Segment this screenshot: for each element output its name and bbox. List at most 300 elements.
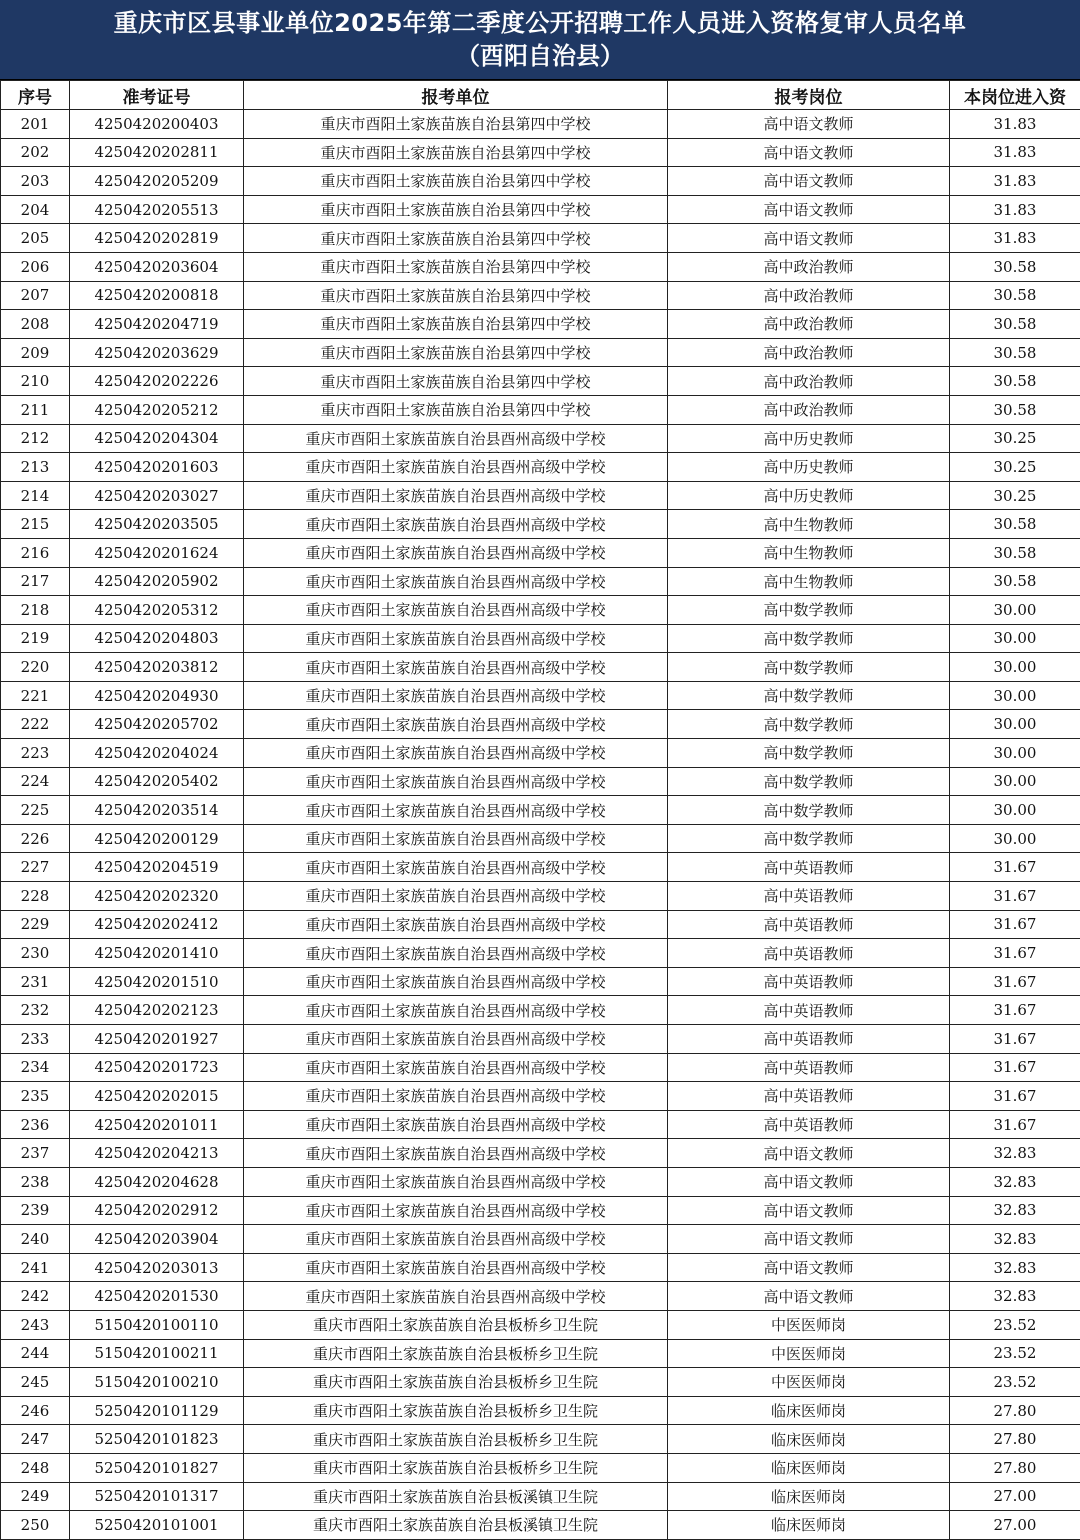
cell-exam-id: 4250420202819 — [70, 224, 244, 253]
cell-exam-id: 5250420101129 — [70, 1396, 244, 1425]
cell-index: 208 — [1, 310, 70, 339]
cell-unit: 重庆市酉阳土家族苗族自治县酉州高级中学校 — [244, 510, 668, 539]
cell-exam-id: 4250420202123 — [70, 996, 244, 1025]
table-row — [1, 996, 1080, 1025]
table-row — [1, 767, 1080, 796]
cell-exam-id: 4250420202811 — [70, 138, 244, 167]
table-row — [1, 624, 1080, 653]
cell-index: 216 — [1, 538, 70, 567]
cell-unit: 重庆市酉阳土家族苗族自治县酉州高级中学校 — [244, 824, 668, 853]
cell-unit: 重庆市酉阳土家族苗族自治县酉州高级中学校 — [244, 967, 668, 996]
cell-score: 31.67 — [950, 996, 1080, 1025]
cell-score: 27.80 — [950, 1396, 1080, 1425]
cell-index: 221 — [1, 681, 70, 710]
page-title: 重庆市区县事业单位2025年第二季度公开招聘工作人员进入资格复审人员名单 — [113, 8, 967, 37]
cell-index: 219 — [1, 624, 70, 653]
cell-exam-id: 4250420204024 — [70, 739, 244, 768]
cell-unit: 重庆市酉阳土家族苗族自治县板溪镇卫生院 — [244, 1511, 668, 1540]
cell-score: 30.00 — [950, 739, 1080, 768]
cell-position: 高中政治教师 — [668, 338, 950, 367]
cell-position: 高中英语教师 — [668, 1082, 950, 1111]
cell-unit: 重庆市酉阳土家族苗族自治县板桥乡卫生院 — [244, 1368, 668, 1397]
page-subtitle: （酉阳自治县） — [456, 41, 624, 70]
table-row — [1, 681, 1080, 710]
cell-unit: 重庆市酉阳土家族苗族自治县酉州高级中学校 — [244, 567, 668, 596]
cell-score: 32.83 — [950, 1282, 1080, 1311]
cell-position: 高中语文教师 — [668, 1282, 950, 1311]
table-row — [1, 138, 1080, 167]
cell-unit: 重庆市酉阳土家族苗族自治县酉州高级中学校 — [244, 767, 668, 796]
cell-index: 209 — [1, 338, 70, 367]
table-row — [1, 1025, 1080, 1054]
cell-index: 246 — [1, 1396, 70, 1425]
table-row — [1, 824, 1080, 853]
cell-exam-id: 5250420101823 — [70, 1425, 244, 1454]
cell-unit: 重庆市酉阳土家族苗族自治县板桥乡卫生院 — [244, 1339, 668, 1368]
cell-position: 高中生物教师 — [668, 510, 950, 539]
table-row — [1, 853, 1080, 882]
cell-unit: 重庆市酉阳土家族苗族自治县酉州高级中学校 — [244, 1053, 668, 1082]
table-row — [1, 1196, 1080, 1225]
cell-score: 27.00 — [950, 1511, 1080, 1540]
cell-score: 31.83 — [950, 224, 1080, 253]
cell-index: 249 — [1, 1482, 70, 1511]
cell-unit: 重庆市酉阳土家族苗族自治县板桥乡卫生院 — [244, 1310, 668, 1339]
table-row — [1, 1453, 1080, 1482]
cell-unit: 重庆市酉阳土家族苗族自治县酉州高级中学校 — [244, 710, 668, 739]
table-row — [1, 453, 1080, 482]
cell-score: 31.67 — [950, 853, 1080, 882]
table-row — [1, 1339, 1080, 1368]
table-row — [1, 796, 1080, 825]
cell-score: 30.58 — [950, 395, 1080, 424]
cell-exam-id: 4250420200129 — [70, 824, 244, 853]
cell-position: 高中数学教师 — [668, 653, 950, 682]
cell-position: 高中数学教师 — [668, 710, 950, 739]
column-header-exam-id: 准考证号 — [70, 81, 244, 110]
cell-index: 234 — [1, 1053, 70, 1082]
table-row — [1, 195, 1080, 224]
cell-exam-id: 4250420203514 — [70, 796, 244, 825]
table-row — [1, 367, 1080, 396]
cell-position: 高中生物教师 — [668, 538, 950, 567]
cell-unit: 重庆市酉阳土家族苗族自治县酉州高级中学校 — [244, 481, 668, 510]
cell-exam-id: 4250420201927 — [70, 1025, 244, 1054]
cell-index: 248 — [1, 1453, 70, 1482]
cell-score: 23.52 — [950, 1368, 1080, 1397]
cell-score: 27.80 — [950, 1453, 1080, 1482]
cell-exam-id: 4250420205402 — [70, 767, 244, 796]
cell-position: 高中英语教师 — [668, 996, 950, 1025]
cell-exam-id: 4250420205312 — [70, 596, 244, 625]
column-header-unit: 报考单位 — [244, 81, 668, 110]
table-row — [1, 1253, 1080, 1282]
table-row — [1, 967, 1080, 996]
cell-score: 30.58 — [950, 510, 1080, 539]
cell-index: 215 — [1, 510, 70, 539]
cell-score: 30.25 — [950, 481, 1080, 510]
cell-score: 30.58 — [950, 367, 1080, 396]
cell-position: 高中英语教师 — [668, 1053, 950, 1082]
table-row — [1, 1082, 1080, 1111]
cell-exam-id: 4250420201603 — [70, 453, 244, 482]
cell-index: 210 — [1, 367, 70, 396]
cell-score: 30.58 — [950, 338, 1080, 367]
cell-score: 30.25 — [950, 453, 1080, 482]
cell-position: 高中数学教师 — [668, 767, 950, 796]
cell-score: 32.83 — [950, 1225, 1080, 1254]
cell-score: 32.83 — [950, 1167, 1080, 1196]
table-row — [1, 424, 1080, 453]
cell-score: 30.58 — [950, 310, 1080, 339]
cell-index: 243 — [1, 1310, 70, 1339]
table-row — [1, 167, 1080, 196]
cell-index: 226 — [1, 824, 70, 853]
cell-score: 31.83 — [950, 195, 1080, 224]
table-row — [1, 882, 1080, 911]
table-row — [1, 567, 1080, 596]
cell-exam-id: 4250420203812 — [70, 653, 244, 682]
cell-index: 232 — [1, 996, 70, 1025]
cell-unit: 重庆市酉阳土家族苗族自治县第四中学校 — [244, 110, 668, 139]
table-row — [1, 1225, 1080, 1254]
cell-position: 高中生物教师 — [668, 567, 950, 596]
cell-unit: 重庆市酉阳土家族苗族自治县酉州高级中学校 — [244, 1139, 668, 1168]
cell-score: 31.67 — [950, 1025, 1080, 1054]
cell-score: 32.83 — [950, 1139, 1080, 1168]
cell-index: 205 — [1, 224, 70, 253]
table-row — [1, 395, 1080, 424]
cell-unit: 重庆市酉阳土家族苗族自治县酉州高级中学校 — [244, 1253, 668, 1282]
cell-index: 212 — [1, 424, 70, 453]
cell-index: 217 — [1, 567, 70, 596]
cell-exam-id: 5150420100211 — [70, 1339, 244, 1368]
cell-exam-id: 4250420204803 — [70, 624, 244, 653]
cell-index: 230 — [1, 939, 70, 968]
cell-exam-id: 5150420100110 — [70, 1310, 244, 1339]
cell-position: 高中政治教师 — [668, 252, 950, 281]
cell-score: 30.00 — [950, 653, 1080, 682]
cell-unit: 重庆市酉阳土家族苗族自治县酉州高级中学校 — [244, 1196, 668, 1225]
cell-score: 27.00 — [950, 1482, 1080, 1511]
cell-unit: 重庆市酉阳土家族苗族自治县酉州高级中学校 — [244, 624, 668, 653]
cell-unit: 重庆市酉阳土家族苗族自治县酉州高级中学校 — [244, 939, 668, 968]
cell-position: 中医医师岗 — [668, 1368, 950, 1397]
cell-position: 高中语文教师 — [668, 195, 950, 224]
cell-unit: 重庆市酉阳土家族苗族自治县第四中学校 — [244, 167, 668, 196]
column-header-position: 报考岗位 — [668, 81, 950, 110]
cell-score: 31.67 — [950, 939, 1080, 968]
cell-position: 临床医师岗 — [668, 1425, 950, 1454]
cell-position: 高中语文教师 — [668, 1225, 950, 1254]
cell-index: 231 — [1, 967, 70, 996]
cell-unit: 重庆市酉阳土家族苗族自治县第四中学校 — [244, 224, 668, 253]
cell-unit: 重庆市酉阳土家族苗族自治县第四中学校 — [244, 195, 668, 224]
cell-score: 31.67 — [950, 1110, 1080, 1139]
cell-exam-id: 4250420203027 — [70, 481, 244, 510]
cell-index: 240 — [1, 1225, 70, 1254]
cell-position: 高中语文教师 — [668, 138, 950, 167]
cell-score: 27.80 — [950, 1425, 1080, 1454]
cell-index: 228 — [1, 882, 70, 911]
cell-unit: 重庆市酉阳土家族苗族自治县酉州高级中学校 — [244, 996, 668, 1025]
cell-score: 30.00 — [950, 624, 1080, 653]
cell-index: 233 — [1, 1025, 70, 1054]
cell-index: 201 — [1, 110, 70, 139]
cell-position: 高中语文教师 — [668, 224, 950, 253]
cell-score: 23.52 — [950, 1310, 1080, 1339]
cell-unit: 重庆市酉阳土家族苗族自治县酉州高级中学校 — [244, 1225, 668, 1254]
cell-unit: 重庆市酉阳土家族苗族自治县酉州高级中学校 — [244, 910, 668, 939]
cell-score: 31.67 — [950, 967, 1080, 996]
table-row — [1, 224, 1080, 253]
table-row — [1, 653, 1080, 682]
cell-score: 30.00 — [950, 710, 1080, 739]
cell-exam-id: 4250420204628 — [70, 1167, 244, 1196]
cell-position: 高中历史教师 — [668, 481, 950, 510]
cell-unit: 重庆市酉阳土家族苗族自治县酉州高级中学校 — [244, 853, 668, 882]
cell-position: 高中历史教师 — [668, 453, 950, 482]
cell-position: 高中英语教师 — [668, 910, 950, 939]
table-row — [1, 1282, 1080, 1311]
cell-unit: 重庆市酉阳土家族苗族自治县第四中学校 — [244, 252, 668, 281]
cell-index: 218 — [1, 596, 70, 625]
cell-position: 高中语文教师 — [668, 1253, 950, 1282]
table-row — [1, 1368, 1080, 1397]
cell-score: 30.58 — [950, 538, 1080, 567]
cell-index: 220 — [1, 653, 70, 682]
cell-unit: 重庆市酉阳土家族苗族自治县酉州高级中学校 — [244, 453, 668, 482]
cell-exam-id: 4250420203013 — [70, 1253, 244, 1282]
cell-exam-id: 4250420203904 — [70, 1225, 244, 1254]
cell-index: 235 — [1, 1082, 70, 1111]
table-body — [1, 110, 1080, 1540]
cell-score: 30.58 — [950, 252, 1080, 281]
cell-index: 202 — [1, 138, 70, 167]
cell-index: 241 — [1, 1253, 70, 1282]
cell-exam-id: 4250420200403 — [70, 110, 244, 139]
cell-exam-id: 4250420201723 — [70, 1053, 244, 1082]
cell-index: 227 — [1, 853, 70, 882]
cell-exam-id: 5250420101827 — [70, 1453, 244, 1482]
cell-exam-id: 5250420101317 — [70, 1482, 244, 1511]
page-header — [0, 0, 1080, 80]
table-row — [1, 481, 1080, 510]
cell-exam-id: 4250420205212 — [70, 395, 244, 424]
cell-position: 高中政治教师 — [668, 395, 950, 424]
cell-position: 中医医师岗 — [668, 1310, 950, 1339]
cell-unit: 重庆市酉阳土家族苗族自治县板桥乡卫生院 — [244, 1453, 668, 1482]
table-row — [1, 1053, 1080, 1082]
cell-index: 207 — [1, 281, 70, 310]
table-header-row — [1, 81, 1080, 110]
cell-position: 临床医师岗 — [668, 1482, 950, 1511]
cell-index: 236 — [1, 1110, 70, 1139]
cell-index: 242 — [1, 1282, 70, 1311]
table-row — [1, 1396, 1080, 1425]
cell-unit: 重庆市酉阳土家族苗族自治县酉州高级中学校 — [244, 1167, 668, 1196]
cell-unit: 重庆市酉阳土家族苗族自治县板桥乡卫生院 — [244, 1425, 668, 1454]
cell-exam-id: 4250420201624 — [70, 538, 244, 567]
cell-exam-id: 4250420204930 — [70, 681, 244, 710]
cell-score: 32.83 — [950, 1253, 1080, 1282]
table-row — [1, 1482, 1080, 1511]
cell-exam-id: 5250420101001 — [70, 1511, 244, 1540]
table-row — [1, 538, 1080, 567]
cell-position: 高中政治教师 — [668, 367, 950, 396]
cell-unit: 重庆市酉阳土家族苗族自治县酉州高级中学校 — [244, 681, 668, 710]
cell-exam-id: 4250420204304 — [70, 424, 244, 453]
cell-position: 高中数学教师 — [668, 824, 950, 853]
cell-unit: 重庆市酉阳土家族苗族自治县酉州高级中学校 — [244, 1282, 668, 1311]
column-header-index: 序号 — [1, 81, 70, 110]
cell-exam-id: 4250420201510 — [70, 967, 244, 996]
cell-exam-id: 4250420205902 — [70, 567, 244, 596]
cell-unit: 重庆市酉阳土家族苗族自治县酉州高级中学校 — [244, 653, 668, 682]
cell-unit: 重庆市酉阳土家族苗族自治县第四中学校 — [244, 338, 668, 367]
cell-exam-id: 4250420201530 — [70, 1282, 244, 1311]
cell-score: 31.67 — [950, 1053, 1080, 1082]
cell-index: 222 — [1, 710, 70, 739]
cell-score: 31.67 — [950, 1082, 1080, 1111]
cell-unit: 重庆市酉阳土家族苗族自治县酉州高级中学校 — [244, 739, 668, 768]
cell-score: 31.83 — [950, 138, 1080, 167]
cell-score: 30.00 — [950, 796, 1080, 825]
table-row — [1, 338, 1080, 367]
cell-index: 213 — [1, 453, 70, 482]
cell-position: 高中历史教师 — [668, 424, 950, 453]
cell-score: 31.67 — [950, 882, 1080, 911]
cell-position: 高中数学教师 — [668, 739, 950, 768]
table-row — [1, 1167, 1080, 1196]
cell-exam-id: 4250420203629 — [70, 338, 244, 367]
cell-position: 高中语文教师 — [668, 1196, 950, 1225]
cell-index: 223 — [1, 739, 70, 768]
cell-position: 临床医师岗 — [668, 1453, 950, 1482]
cell-index: 225 — [1, 796, 70, 825]
cell-exam-id: 4250420204519 — [70, 853, 244, 882]
cell-position: 中医医师岗 — [668, 1339, 950, 1368]
cell-exam-id: 4250420205209 — [70, 167, 244, 196]
cell-index: 237 — [1, 1139, 70, 1168]
cell-score: 30.00 — [950, 767, 1080, 796]
table-row — [1, 281, 1080, 310]
cell-index: 224 — [1, 767, 70, 796]
table-row — [1, 252, 1080, 281]
cell-unit: 重庆市酉阳土家族苗族自治县板桥乡卫生院 — [244, 1396, 668, 1425]
cell-index: 211 — [1, 395, 70, 424]
cell-exam-id: 4250420202015 — [70, 1082, 244, 1111]
table-row — [1, 739, 1080, 768]
cell-position: 高中数学教师 — [668, 796, 950, 825]
table-row — [1, 310, 1080, 339]
cell-exam-id: 4250420202412 — [70, 910, 244, 939]
cell-exam-id: 4250420201410 — [70, 939, 244, 968]
cell-index: 229 — [1, 910, 70, 939]
cell-unit: 重庆市酉阳土家族苗族自治县板溪镇卫生院 — [244, 1482, 668, 1511]
cell-position: 高中政治教师 — [668, 281, 950, 310]
cell-unit: 重庆市酉阳土家族苗族自治县第四中学校 — [244, 310, 668, 339]
cell-position: 高中英语教师 — [668, 967, 950, 996]
cell-position: 临床医师岗 — [668, 1396, 950, 1425]
cell-unit: 重庆市酉阳土家族苗族自治县酉州高级中学校 — [244, 424, 668, 453]
cell-exam-id: 4250420205702 — [70, 710, 244, 739]
cell-index: 204 — [1, 195, 70, 224]
table-row — [1, 1139, 1080, 1168]
cell-exam-id: 4250420202912 — [70, 1196, 244, 1225]
table-row — [1, 1310, 1080, 1339]
cell-position: 高中语文教师 — [668, 1167, 950, 1196]
cell-unit: 重庆市酉阳土家族苗族自治县第四中学校 — [244, 138, 668, 167]
cell-index: 238 — [1, 1167, 70, 1196]
table-row — [1, 710, 1080, 739]
cell-score: 30.00 — [950, 596, 1080, 625]
cell-index: 250 — [1, 1511, 70, 1540]
table-row — [1, 1511, 1080, 1540]
table-row — [1, 1425, 1080, 1454]
cell-index: 203 — [1, 167, 70, 196]
cell-unit: 重庆市酉阳土家族苗族自治县第四中学校 — [244, 395, 668, 424]
cell-index: 239 — [1, 1196, 70, 1225]
cell-exam-id: 4250420202320 — [70, 882, 244, 911]
cell-exam-id: 4250420200818 — [70, 281, 244, 310]
cell-exam-id: 4250420203505 — [70, 510, 244, 539]
cell-position: 高中语文教师 — [668, 110, 950, 139]
cell-position: 高中英语教师 — [668, 1110, 950, 1139]
cell-score: 31.83 — [950, 167, 1080, 196]
cell-index: 214 — [1, 481, 70, 510]
cell-score: 30.00 — [950, 681, 1080, 710]
cell-position: 高中数学教师 — [668, 624, 950, 653]
table-row — [1, 596, 1080, 625]
cell-unit: 重庆市酉阳土家族苗族自治县酉州高级中学校 — [244, 1025, 668, 1054]
cell-position: 高中英语教师 — [668, 882, 950, 911]
cell-position: 高中英语教师 — [668, 939, 950, 968]
table-row — [1, 110, 1080, 139]
cell-exam-id: 4250420202226 — [70, 367, 244, 396]
cell-score: 31.67 — [950, 910, 1080, 939]
column-header-score: 本岗位进入资 — [950, 81, 1080, 110]
table-row — [1, 910, 1080, 939]
cell-index: 244 — [1, 1339, 70, 1368]
cell-score: 30.00 — [950, 824, 1080, 853]
cell-position: 高中语文教师 — [668, 167, 950, 196]
cell-index: 247 — [1, 1425, 70, 1454]
table-row — [1, 510, 1080, 539]
cell-score: 30.58 — [950, 567, 1080, 596]
table-row — [1, 1110, 1080, 1139]
cell-score: 30.25 — [950, 424, 1080, 453]
table-row — [1, 939, 1080, 968]
cell-unit: 重庆市酉阳土家族苗族自治县酉州高级中学校 — [244, 1110, 668, 1139]
cell-position: 高中数学教师 — [668, 596, 950, 625]
cell-exam-id: 4250420201011 — [70, 1110, 244, 1139]
cell-unit: 重庆市酉阳土家族苗族自治县酉州高级中学校 — [244, 882, 668, 911]
cell-exam-id: 5150420100210 — [70, 1368, 244, 1397]
cell-position: 高中英语教师 — [668, 1025, 950, 1054]
cell-position: 高中语文教师 — [668, 1139, 950, 1168]
cell-index: 245 — [1, 1368, 70, 1397]
cell-position: 高中英语教师 — [668, 853, 950, 882]
cell-position: 高中政治教师 — [668, 310, 950, 339]
cell-unit: 重庆市酉阳土家族苗族自治县酉州高级中学校 — [244, 596, 668, 625]
cell-score: 30.58 — [950, 281, 1080, 310]
cell-unit: 重庆市酉阳土家族苗族自治县酉州高级中学校 — [244, 538, 668, 567]
cell-index: 206 — [1, 252, 70, 281]
cell-exam-id: 4250420203604 — [70, 252, 244, 281]
cell-unit: 重庆市酉阳土家族苗族自治县第四中学校 — [244, 281, 668, 310]
cell-exam-id: 4250420204213 — [70, 1139, 244, 1168]
